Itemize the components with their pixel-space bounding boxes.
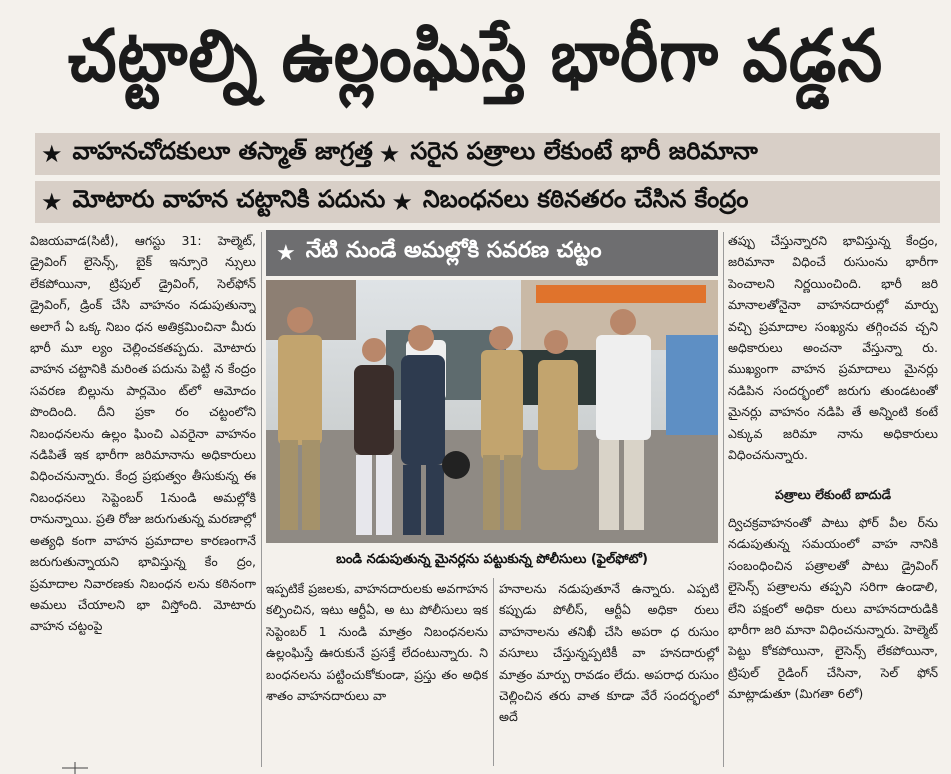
column-divider: [723, 232, 724, 767]
photo-banner: [266, 230, 718, 276]
column-divider: [261, 232, 262, 767]
article-text: ద్విచక్రవాహనంతో పాటు ఫోర్ వీల ర్‌ను నడుపుతున్న సమయంలో వాహ నానికి సంబంధించిన పత్రాలతో పాటు డ్రైవింగ్ లైసెన్స్ పత్రాలను తప్పని సరిగా ఉండాలి, లేని పక్షంలో అధికా రులు వాహనదారుడికి భారీగా జరి మానా విధించనున్నారు. హెల్మెట్ పెట్టు కోకపోయినా, లైసెన్స్ లేకపోయినా, ట్రిపుల్ రైడింగ్ చేసినా, సెల్ ఫోన్ మాట్లాడుతూ (మిగతా 6లో): [728, 515, 938, 702]
star-icon: ★: [378, 140, 401, 168]
article-subhead: పత్రాలు లేకుంటే బాదుడే: [775, 487, 891, 502]
column-divider: [493, 578, 494, 766]
crop-mark-icon: [62, 762, 88, 774]
article-column-2: [266, 578, 488, 762]
article-column-3: [499, 578, 719, 762]
deck-item: నిబంధనలు కఠినతరం చేసిన కేంద్రం: [422, 185, 749, 213]
star-icon: ★: [41, 140, 63, 168]
headline: చట్టాల్ని ఉల్లంఘిస్తే భారీగా వడ్డన: [67, 15, 884, 99]
deck-item: సరైన పత్రాలు లేకుంటే భారీ జరిమానా: [410, 137, 758, 165]
deck-line-1: [35, 133, 940, 175]
article-column-4-continued: [728, 512, 938, 762]
photo-banner-text: నేటి నుండే అమల్లోకి సవరణ చట్టం: [305, 238, 602, 263]
article-column-1: [30, 230, 256, 770]
star-icon: ★: [391, 188, 413, 216]
article-column-4: [728, 230, 938, 484]
star-icon: ★: [276, 240, 296, 266]
article-text: హనాలను నడుపుతూనే ఉన్నారు. ఎప్పటి కప్పుడు పోలీస్, ఆర్టీఏ అధికా రులు వాహనాలను తనిఖీ చేసి అపరా ధ రుసుం వసూలు చేస్తున్నప్పటికీ వా హనదారుల్లో మాత్రం మార్పు రావడం లేదు. అపరాధ రుసుం చెల్లించిన తరు వాత కూడా వేరే సందర్భంలో అదే: [499, 581, 719, 725]
deck-item: వాహనచోదకులూ తస్మాత్ జాగ్రత్త: [72, 137, 373, 165]
deck-line-2: [35, 181, 940, 223]
news-photo: [266, 280, 718, 543]
article-text: ఇప్పటికే ప్రజలకు, వాహనదారులకు అవగాహన కల్పించిన, ఇటు ఆర్టీఏ, అ టు పోలీసులు ఇక సెప్టెంబర్ 1 నుండి మాత్రం నిబంధనలను ఉల్లంఘిస్తే ఊరుకునే ప్రసక్తే లేదంటున్నారు. ని బంధనలను పట్టించుకోకుండా, ప్రస్తు తం అధిక శాతం వాహనదారులు వా: [266, 581, 488, 704]
article-text: తప్పు చేస్తున్నారని భావిస్తున్న కేంద్రం, జరిమానా విధించే రుసుంను భారీగా పెంచాలని నిర్ణయించింది. భారీ జరి మానాలతోనైనా వాహనదారుల్లో మార్పు వచ్చి ప్రమాదాల సంఖ్యను తగ్గించవ చ్చని అధికారులు అంచనా వేస్తున్నా రు. ముఖ్యంగా వాహన ప్రమాదాలు మైనర్లు నడిపిన సందర్భంలో జరుగు తుండటంతో మైనర్లు వాహనం నడిపి తే అన్నింటి కంటే ఎక్కువ జరిమా నాను అధికారులు విధించనున్నారు.: [728, 233, 938, 463]
photo-caption: బండి నడుపుతున్న మైనర్లను పట్టుకున్న పోలీసులు (ఫైల్‌ఫోటో): [336, 552, 648, 567]
deck-item: మోటారు వాహన చట్టానికి పదును: [72, 185, 386, 213]
star-icon: ★: [41, 188, 63, 216]
article-text: విజయవాడ(సిటీ), ఆగస్టు 31: హెల్మెట్, డ్రైవింగ్ లైసెన్స్, బైక్ ఇన్సూరె న్సులు లేకపోయినా, ట్రిపుల్ డ్రైవింగ్, సెల్‌ఫోన్ డ్రైవింగ్, డ్రింక్ చేసి వాహనం నడుపుతున్నా అలాగే ఏ ఒక్క నిబం ధన అతిక్రమించినా మీరు భారీ మూ ల్యం చెల్లించకతప్పదు. మోటారు వాహన చట్టానికి మరింత పదును పెట్టి న కేంద్రం సవరణ బిల్లును పార్లమెం ట్‌లో ఆమోదం పొందింది. దీని ప్రకా రం చట్టంలోని నిబంధనలను ఉల్లం ఘించి ఎవరైనా వాహనం నడిపితే ఇక భారీగా జరిమానాను అధికారులు విధించనున్నారు. కేంద్ర ప్రభుత్వం తీసుకున్న ఈ నిబంధనలు సెప్టెంబర్ 1నుండి అమల్లోకి రానున్నాయి. ప్రతి రోజు జరుగుతున్న మరణాల్లో అత్యధి కంగా వాహన ప్రమాదాల కారణంగానే జరుగుతున్నాయని భావిస్తున్న కేం ద్రం, ప్రమాదాల నివారణకు నిబంధన లను కఠినంగా అమలు చేయాలని భా విస్తోంది. మోటారు వాహన చట్టంపై: [30, 233, 256, 634]
